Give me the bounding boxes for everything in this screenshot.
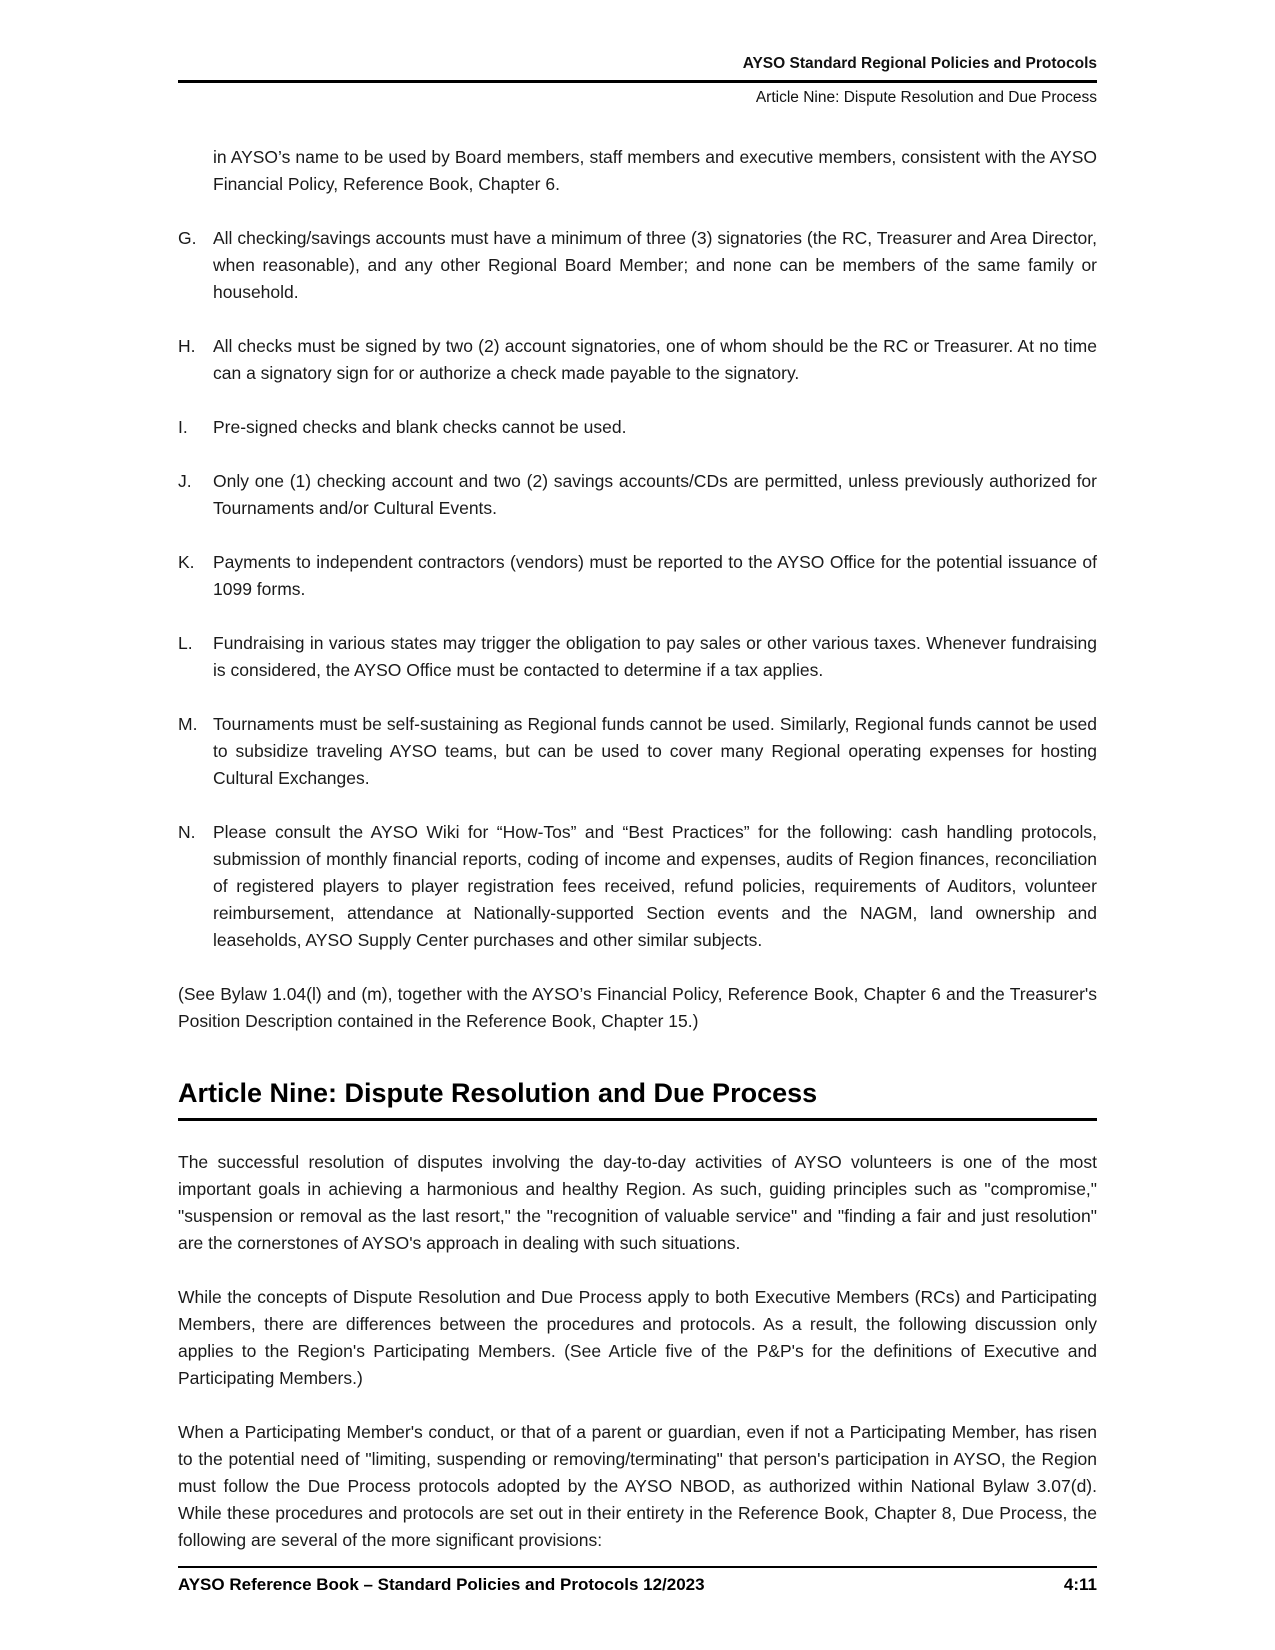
list-text: Payments to independent contractors (vendors) must be reported to the AYSO Office for the potential issuance of 1099 forms. <box>213 551 1097 599</box>
list-letter: H. <box>178 335 196 356</box>
list-item-k <box>178 549 1097 603</box>
list-item-j <box>178 468 1097 522</box>
header-subtitle: Article Nine: Dispute Resolution and Due Process <box>755 89 1097 107</box>
body-paragraph-2: While the concepts of Dispute Resolution and Due Process apply to both Executive Members (RCs) and Participating Members, there are differences between the procedures and protocols. As a result, the following discussion only applies to the Region's Participating Members. (See Article five of the P&P's for the definitions of Executive and Participating Members.) <box>178 1287 1097 1389</box>
list-letter: G. <box>178 227 197 248</box>
list-item-g <box>178 225 1097 306</box>
list-letter: L. <box>178 632 193 653</box>
list-item-h <box>178 333 1097 387</box>
footer-left-text: AYSO Reference Book – Standard Policies and Protocols 12/2023 <box>178 1575 705 1594</box>
document-body <box>178 144 1097 1554</box>
list-letter: N. <box>178 821 196 842</box>
header-title: AYSO Standard Regional Policies and Protocols <box>178 54 1097 83</box>
page-header <box>178 54 1097 108</box>
list-item-l <box>178 630 1097 684</box>
list-text: Pre-signed checks and blank checks cannot be used. <box>213 416 627 437</box>
list-text: Fundraising in various states may trigger the obligation to pay sales or other various taxes. Whenever fundraising is considered, the AYSO Office must be contacted to determine if a tax applies. <box>213 632 1097 680</box>
body-paragraph-1: The successful resolution of disputes involving the day-to-day activities of AYSO volunteers is one of the most important goals in achieving a harmonious and healthy Region. As such, guiding principles such as "compromise," "suspension or removal as the last resort," the "recognition of valuable service" and "finding a fair and just resolution" are the cornerstones of AYSO's approach in dealing with such situations. <box>178 1152 1097 1254</box>
list-item-m <box>178 711 1097 792</box>
list-letter: I. <box>178 416 188 437</box>
list-text: Only one (1) checking account and two (2) savings accounts/CDs are permitted, unless previously authorized for Tournaments and/or Cultural Events. <box>213 470 1097 518</box>
section-heading: Article Nine: Dispute Resolution and Due Process <box>178 1077 1097 1121</box>
list-text: All checking/savings accounts must have a minimum of three (3) signatories (the RC, Treasurer and Area Director, when reasonable), and any other Regional Board Member; and none can be members of the same family or household. <box>213 227 1097 302</box>
list-text: Tournaments must be self-sustaining as Regional funds cannot be used. Similarly, Regional funds cannot be used to subsidize traveling AYSO teams, but can be used to cover many Regional operating expenses for hosting Cultural Exchanges. <box>213 713 1097 788</box>
body-paragraph-3: When a Participating Member's conduct, or that of a parent or guardian, even if not a Participating Member, has risen to the potential need of "limiting, suspending or removing/terminating" that person's participation in AYSO, the Region must follow the Due Process protocols adopted by the AYSO NBOD, as authorized within National Bylaw 3.07(d). While these procedures and protocols are set out in their entirety in the Reference Book, Chapter 8, Due Process, the following are several of the more significant provisions: <box>178 1422 1097 1551</box>
list-item-i <box>178 414 1097 441</box>
list-letter: J. <box>178 470 192 491</box>
see-bylaw-note: (See Bylaw 1.04(l) and (m), together with the AYSO’s Financial Policy, Reference Book, Chapter 6 and the Treasurer's Position Description contained in the Reference Book, Chapter 15.) <box>178 983 1097 1031</box>
page-footer <box>178 1566 1097 1595</box>
footer-page-number: 4:11 <box>1063 1575 1097 1594</box>
list-text: Please consult the AYSO Wiki for “How-Tos” and “Best Practices” for the following: cash handling protocols, submission of monthly financial reports, coding of income and expenses, audits of Region finances, reconciliation of registered players to player registration fees received, refund policies, requirements of Auditors, volunteer reimbursement, attendance at Nationally-supported Section events and the NAGM, land ownership and leaseholds, AYSO Supply Center purchases and other similar subjects. <box>213 821 1097 950</box>
list-letter: K. <box>178 551 195 572</box>
list-text: All checks must be signed by two (2) account signatories, one of whom should be the RC or Treasurer. At no time can a signatory sign for or authorize a check made payable to the signatory. <box>213 335 1097 383</box>
paragraph-continuation: in AYSO’s name to be used by Board members, staff members and executive members, consistent with the AYSO Financial Policy, Reference Book, Chapter 6. <box>213 146 1097 194</box>
list-letter: M. <box>178 713 198 734</box>
list-item-n <box>178 819 1097 954</box>
